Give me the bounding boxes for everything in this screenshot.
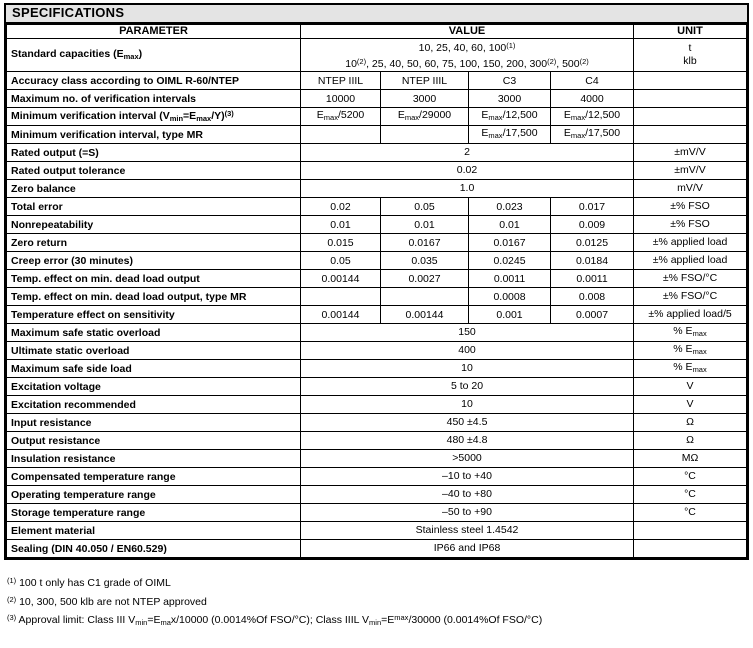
value-cell: 0.00144 bbox=[381, 306, 469, 324]
value-cell: 0.01 bbox=[381, 216, 469, 234]
unit-line: klb bbox=[683, 55, 697, 67]
parameter-cell: Excitation recommended bbox=[7, 396, 301, 414]
table-row bbox=[7, 432, 747, 450]
table-row bbox=[7, 468, 747, 486]
unit-line: ±% FSO/°C bbox=[662, 272, 718, 284]
value-cell: 0.00144 bbox=[301, 270, 381, 288]
unit-cell bbox=[634, 396, 747, 414]
parameter-cell: Temp. effect on min. dead load output bbox=[7, 270, 301, 288]
value-cell: 0.001 bbox=[469, 306, 551, 324]
unit-cell bbox=[634, 252, 747, 270]
unit-cell bbox=[634, 144, 747, 162]
parameter-cell: Total error bbox=[7, 198, 301, 216]
value-line: IP66 and IP68 bbox=[433, 542, 501, 554]
unit-line: °C bbox=[684, 488, 696, 500]
table-row bbox=[7, 450, 747, 468]
parameter-cell: Excitation voltage bbox=[7, 378, 301, 396]
unit-cell bbox=[634, 450, 747, 468]
value-line: 2 bbox=[464, 146, 470, 158]
unit-cell bbox=[634, 39, 747, 72]
column-header-unit: UNIT bbox=[634, 25, 747, 39]
parameter-cell: Ultimate static overload bbox=[7, 342, 301, 360]
footnote-2: $^{(2)}$ 10, 300, 500 klb are not NTEP approved bbox=[7, 594, 207, 608]
parameter-cell: Insulation resistance bbox=[7, 450, 301, 468]
unit-cell bbox=[634, 486, 747, 504]
value-cell: $E_{max}/12,500$ bbox=[551, 108, 634, 126]
table-row bbox=[7, 72, 747, 90]
unit-line: °C bbox=[684, 506, 696, 518]
unit-cell bbox=[634, 108, 747, 126]
value-cell bbox=[301, 288, 381, 306]
table-row bbox=[7, 39, 747, 72]
unit-cell bbox=[634, 360, 747, 378]
table-row bbox=[7, 252, 747, 270]
unit-line: % $E_{max}$ bbox=[673, 343, 707, 356]
unit-cell bbox=[634, 180, 747, 198]
value-cell: 4000 bbox=[551, 90, 634, 108]
parameter-cell: Rated output tolerance bbox=[7, 162, 301, 180]
unit-line: % $E_{max}$ bbox=[673, 325, 707, 338]
unit-line: MΩ bbox=[681, 452, 699, 464]
unit-cell bbox=[634, 234, 747, 252]
value-cell: $E_{max}/29000$ bbox=[381, 108, 469, 126]
value-cell: 0.0008 bbox=[469, 288, 551, 306]
value-cell: 0.0245 bbox=[469, 252, 551, 270]
unit-line: V bbox=[686, 398, 694, 410]
table-row bbox=[7, 342, 747, 360]
table-row bbox=[7, 270, 747, 288]
parameter-cell: Zero balance bbox=[7, 180, 301, 198]
value-cell: 0.0011 bbox=[551, 270, 634, 288]
value-cell bbox=[301, 414, 634, 432]
value-cell: $E_{max}/5200$ bbox=[301, 108, 381, 126]
value-line: –10 to +40 bbox=[442, 470, 492, 482]
value-cell bbox=[301, 504, 634, 522]
page-title: SPECIFICATIONS bbox=[6, 5, 747, 24]
parameter-cell: Creep error (30 minutes) bbox=[7, 252, 301, 270]
value-cell: 0.0184 bbox=[551, 252, 634, 270]
value-line: 5 to 20 bbox=[450, 380, 484, 392]
parameter-cell: Minimum verification interval, type MR bbox=[7, 126, 301, 144]
unit-line: ±% FSO bbox=[670, 218, 710, 230]
unit-line: °C bbox=[684, 470, 696, 482]
value-cell: $E_{max}/17,500$ bbox=[551, 126, 634, 144]
value-cell: 0.00144 bbox=[301, 306, 381, 324]
value-line: 10 bbox=[461, 362, 473, 374]
footnote-1: $^{(1)}$ 100 t only has C1 grade of OIML bbox=[7, 576, 171, 589]
value-cell: 0.009 bbox=[551, 216, 634, 234]
value-line: 400 bbox=[458, 344, 476, 356]
unit-line: Ω bbox=[686, 434, 694, 446]
value-cell bbox=[381, 126, 469, 144]
unit-line: ±% applied load/5 bbox=[648, 308, 732, 320]
unit-cell bbox=[634, 72, 747, 90]
value-cell: 0.0167 bbox=[469, 234, 551, 252]
table-row bbox=[7, 396, 747, 414]
value-cell bbox=[301, 126, 381, 144]
value-cell bbox=[301, 378, 634, 396]
value-cell: 10000 bbox=[301, 90, 381, 108]
parameter-cell: Maximum no. of verification intervals bbox=[7, 90, 301, 108]
value-cell: C3 bbox=[469, 72, 551, 90]
unit-cell bbox=[634, 540, 747, 558]
value-cell bbox=[301, 486, 634, 504]
unit-cell bbox=[634, 342, 747, 360]
value-cell: 0.015 bbox=[301, 234, 381, 252]
table-row bbox=[7, 216, 747, 234]
unit-line: ±% FSO/°C bbox=[662, 290, 718, 302]
unit-cell bbox=[634, 216, 747, 234]
parameter-cell: Compensated temperature range bbox=[7, 468, 301, 486]
value-line: 0.02 bbox=[456, 164, 478, 176]
value-cell bbox=[301, 432, 634, 450]
table-row bbox=[7, 180, 747, 198]
unit-cell bbox=[634, 270, 747, 288]
table-row bbox=[7, 288, 747, 306]
value-cell bbox=[381, 288, 469, 306]
unit-cell bbox=[634, 468, 747, 486]
table-row bbox=[7, 360, 747, 378]
table-row bbox=[7, 522, 747, 540]
table-row bbox=[7, 90, 747, 108]
value-cell bbox=[301, 450, 634, 468]
value-cell bbox=[301, 468, 634, 486]
footnotes bbox=[4, 573, 749, 631]
value-cell bbox=[301, 324, 634, 342]
unit-cell bbox=[634, 432, 747, 450]
unit-line: mV/V bbox=[677, 182, 703, 194]
parameter-cell: Minimum verification interval $(V_{min}=E_{max}/Y)^{(3)}$ bbox=[7, 108, 301, 126]
unit-cell bbox=[634, 414, 747, 432]
column-header-parameter: PARAMETER bbox=[7, 25, 301, 39]
unit-cell bbox=[634, 90, 747, 108]
parameter-cell: Rated output (=S) bbox=[7, 144, 301, 162]
table-row bbox=[7, 378, 747, 396]
table-row bbox=[7, 108, 747, 126]
value-line: >5000 bbox=[452, 452, 482, 464]
value-line: –50 to +90 bbox=[442, 506, 492, 518]
table-row bbox=[7, 234, 747, 252]
value-cell: C4 bbox=[551, 72, 634, 90]
unit-line: V bbox=[686, 380, 694, 392]
table-row bbox=[7, 306, 747, 324]
value-cell: NTEP IIIL bbox=[301, 72, 381, 90]
unit-cell bbox=[634, 162, 747, 180]
table-row bbox=[7, 144, 747, 162]
unit-cell bbox=[634, 306, 747, 324]
value-cell: 0.0125 bbox=[551, 234, 634, 252]
table-row bbox=[7, 540, 747, 558]
unit-cell bbox=[634, 324, 747, 342]
parameter-cell: Nonrepeatability bbox=[7, 216, 301, 234]
value-cell: $E_{max}/17,500$ bbox=[469, 126, 551, 144]
parameter-cell: Input resistance bbox=[7, 414, 301, 432]
value-cell: 0.05 bbox=[301, 252, 381, 270]
specifications-table bbox=[6, 24, 747, 558]
value-cell: 0.017 bbox=[551, 198, 634, 216]
value-cell bbox=[301, 39, 634, 72]
unit-cell bbox=[634, 288, 747, 306]
parameter-cell: Storage temperature range bbox=[7, 504, 301, 522]
parameter-cell: Operating temperature range bbox=[7, 486, 301, 504]
unit-cell bbox=[634, 378, 747, 396]
unit-line: ±% FSO bbox=[670, 200, 710, 212]
unit-cell bbox=[634, 504, 747, 522]
value-cell: 0.01 bbox=[301, 216, 381, 234]
value-cell: 0.02 bbox=[301, 198, 381, 216]
value-line: 450 ±4.5 bbox=[446, 416, 488, 428]
value-line: 1.0 bbox=[459, 182, 475, 194]
value-cell: 0.008 bbox=[551, 288, 634, 306]
value-cell bbox=[301, 342, 634, 360]
value-cell: 0.05 bbox=[381, 198, 469, 216]
value-line: Stainless steel 1.4542 bbox=[415, 524, 519, 536]
unit-line: ±mV/V bbox=[674, 164, 706, 176]
value-cell: 0.01 bbox=[469, 216, 551, 234]
value-cell: 0.0167 bbox=[381, 234, 469, 252]
value-cell: 0.0007 bbox=[551, 306, 634, 324]
parameter-cell: Standard capacities $(E_{max})$ bbox=[7, 39, 301, 72]
unit-cell bbox=[634, 198, 747, 216]
value-cell: 0.0011 bbox=[469, 270, 551, 288]
table-header-row bbox=[7, 25, 747, 39]
value-cell bbox=[301, 162, 634, 180]
value-line: 480 ±4.8 bbox=[446, 434, 488, 446]
table-row bbox=[7, 414, 747, 432]
unit-line: ±mV/V bbox=[674, 146, 706, 158]
parameter-cell: Accuracy class according to OIML R-60/NTEP bbox=[7, 72, 301, 90]
parameter-cell: Element material bbox=[7, 522, 301, 540]
unit-line: % $E_{max}$ bbox=[673, 361, 707, 374]
value-cell bbox=[301, 522, 634, 540]
unit-line: ±% applied load bbox=[652, 236, 728, 248]
parameter-cell: Output resistance bbox=[7, 432, 301, 450]
unit-line: t bbox=[688, 42, 692, 54]
value-cell: $E_{max}/12,500$ bbox=[469, 108, 551, 126]
unit-cell bbox=[634, 522, 747, 540]
value-cell: 0.0027 bbox=[381, 270, 469, 288]
value-cell: 0.035 bbox=[381, 252, 469, 270]
value-cell: 0.023 bbox=[469, 198, 551, 216]
value-cell: 3000 bbox=[469, 90, 551, 108]
value-cell: NTEP IIIL bbox=[381, 72, 469, 90]
value-cell bbox=[301, 360, 634, 378]
value-line: –40 to +80 bbox=[442, 488, 492, 500]
parameter-cell: Zero return bbox=[7, 234, 301, 252]
parameter-cell: Temp. effect on min. dead load output, type MR bbox=[7, 288, 301, 306]
value-cell bbox=[301, 144, 634, 162]
table-row bbox=[7, 504, 747, 522]
value-cell: 3000 bbox=[381, 90, 469, 108]
value-cell bbox=[301, 540, 634, 558]
table-row bbox=[7, 126, 747, 144]
specifications-block bbox=[4, 3, 749, 560]
table-row bbox=[7, 198, 747, 216]
value-line: 10 bbox=[461, 398, 473, 410]
unit-cell bbox=[634, 126, 747, 144]
parameter-cell: Maximum safe side load bbox=[7, 360, 301, 378]
unit-line: Ω bbox=[686, 416, 694, 428]
table-row bbox=[7, 486, 747, 504]
value-line: 10$^{(2)}$, 25, 40, 50, 60, 75, 100, 150, 200, 300$^{(2)}$, 500$^{(2)}$ bbox=[345, 57, 589, 70]
value-line: 150 bbox=[458, 326, 476, 338]
table-row bbox=[7, 162, 747, 180]
footnote-3: $^{(3)}$ Approval limit: Class III $V_{min}=E_{ma}x/10000$ (0.0014%Of FSO/°C); Class IIIL $V_{min}=E^{max}/30000$ (0.0014%Of FSO/°C) bbox=[7, 613, 543, 627]
table-row bbox=[7, 324, 747, 342]
parameter-cell: Sealing (DIN 40.050 / EN60.529) bbox=[7, 540, 301, 558]
parameter-cell: Maximum safe static overload bbox=[7, 324, 301, 342]
unit-line: ±% applied load bbox=[652, 254, 728, 266]
parameter-cell: Temperature effect on sensitivity bbox=[7, 306, 301, 324]
column-header-value: VALUE bbox=[301, 25, 634, 39]
value-line: 10, 25, 40, 60, 100$^{(1)}$ bbox=[418, 41, 516, 54]
value-cell bbox=[301, 180, 634, 198]
value-cell bbox=[301, 396, 634, 414]
